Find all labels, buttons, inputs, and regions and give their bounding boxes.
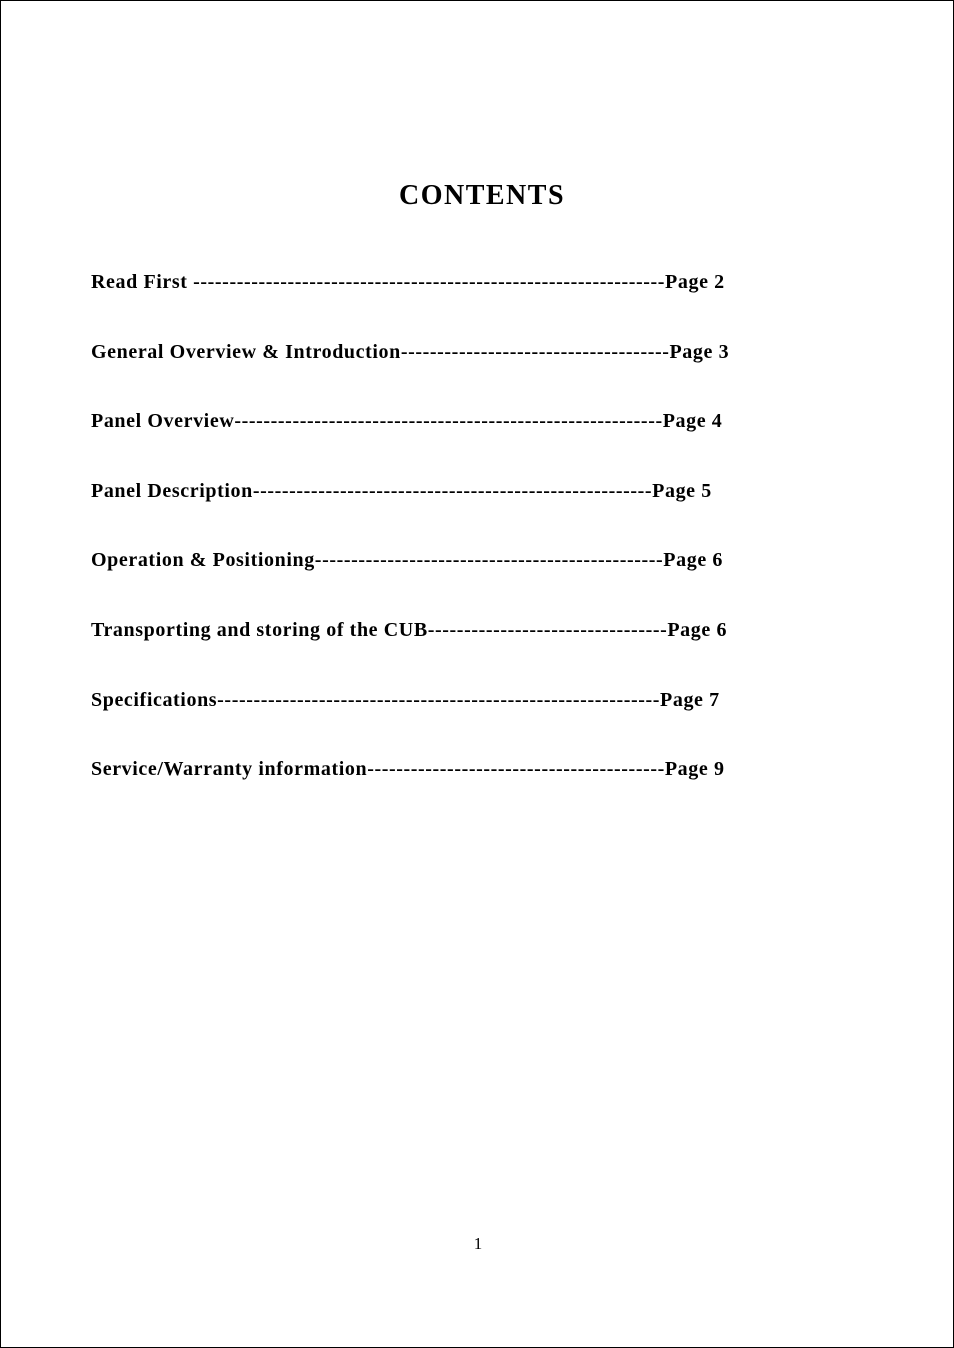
toc-entry-operation-positioning: Operation & Positioning------------------------------------------------Page 6 <box>91 549 723 572</box>
toc-entry-service-warranty: Service/Warranty information-----------------------------------------Page 9 <box>91 758 725 781</box>
toc-entry-transporting-storing: Transporting and storing of the CUB---------------------------------Page 6 <box>91 618 728 641</box>
contents-title: CONTENTS <box>398 180 566 211</box>
toc-entry-panel-overview: Panel Overview-----------------------------------------------------------Page 4 <box>91 410 723 433</box>
toc-entry-specifications: Specifications-------------------------------------------------------------Page 7 <box>91 688 720 711</box>
page-number: 1 <box>473 1234 483 1253</box>
toc-entry-panel-description: Panel Description-------------------------------------------------------Page 5 <box>91 479 712 502</box>
toc-entry-general-overview: General Overview & Introduction-------------------------------------Page 3 <box>91 340 730 363</box>
table-of-contents <box>91 267 851 824</box>
toc-entry-read-first: Read First -----------------------------------------------------------------Page 2 <box>91 271 725 293</box>
